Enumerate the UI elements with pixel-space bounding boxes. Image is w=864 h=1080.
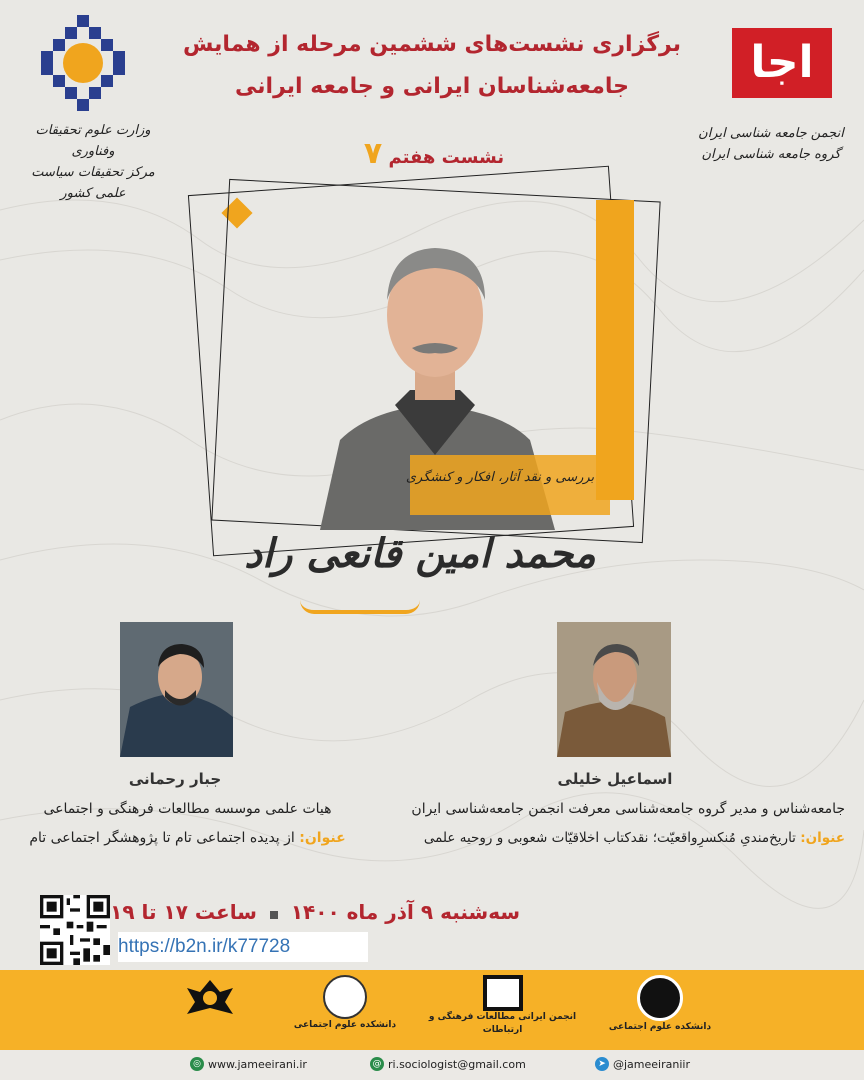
speaker-name-rahmani: جبار رحمانی [128, 770, 222, 788]
name-plate-bg [410, 455, 610, 515]
email-address[interactable]: ri.sociologist@gmail.com [388, 1057, 526, 1071]
feature-name: محمد امین قانعی راد [244, 530, 596, 577]
topic-text: تاریخ‌مندیِ مُنکسرِواقعیّت؛ نقدکتاب اخلاقیّات شعوبی و روحیه علمی [423, 830, 796, 846]
speaker-rahmani-portrait [120, 622, 233, 757]
speaker-role-rahmani: هیات علمی موسسه مطالعات فرهنگی و اجتماعی [43, 801, 332, 817]
group-line: گروه جامعه شناسی ایران [701, 147, 841, 162]
speaker-name-khalili: اسماعیل خلیلی [557, 770, 673, 788]
speaker-khalili-portrait [557, 622, 671, 757]
jahad-caption: دانشکده علوم اجتماعی [293, 1020, 397, 1030]
speaker-photo-rahmani [120, 622, 233, 757]
speaker-photo-khalili [557, 622, 671, 757]
telegram-handle[interactable]: @jameeiraniir [613, 1057, 690, 1071]
center-line: مرکز تحقیقات سیاست علمی کشور [31, 165, 155, 201]
session-label [300, 136, 564, 171]
separator-square-icon [270, 911, 278, 919]
event-link[interactable]: https://b2n.ir/k77728 [118, 936, 291, 957]
email-icon: @ [370, 1057, 384, 1071]
topic-text: از پدیده اجتماعی تام تا پژوهشگر اجتماعی تام [29, 830, 295, 846]
topic-label: عنوان: [800, 830, 845, 846]
website-contact[interactable] [190, 1057, 307, 1071]
event-time: ساعت ۱۷ تا ۱۹ [110, 900, 257, 924]
frame-logo-icon [483, 975, 523, 1011]
session-text: نشست هفتم [388, 147, 505, 168]
ministry-logo-caption [18, 120, 168, 204]
event-title-line1: برگزاری نشست‌های ششمین مرحله از همایش [183, 32, 681, 57]
research-center-logo-icon [185, 978, 235, 1018]
globe-icon: ◎ [190, 1057, 204, 1071]
speaker-topic-rahmani [20, 830, 355, 846]
website-url[interactable]: www.jameeirani.ir [208, 1057, 307, 1071]
university-seal-icon [637, 975, 683, 1021]
event-title-line2-visible: جامعه‌شناسان ایرانی و جامعه ایرانی [235, 74, 629, 99]
topic-label: عنوان: [299, 830, 346, 846]
telegram-contact[interactable] [595, 1057, 690, 1071]
aja-mark: اجا [750, 37, 814, 88]
footer-logo-university [595, 975, 725, 1034]
university-caption: دانشکده علوم اجتماعی [608, 1022, 712, 1032]
event-date: سه‌شنبه ۹ آذر ماه ۱۴۰۰ [290, 900, 520, 924]
ministry-line: وزارت علوم تحقیقات وفناوری [35, 123, 151, 159]
feature-subtitle: بررسی و نقد آثار، افکار و کنشگری [405, 470, 595, 485]
name-underline-swash [300, 600, 420, 614]
footer-logo-research-center [170, 978, 250, 1018]
footer-logo-cultural-association [420, 975, 585, 1037]
association-line: انجمن جامعه شناسی ایران [698, 126, 844, 141]
qr-code-icon[interactable] [40, 895, 110, 965]
speaker-topic-khalili [370, 830, 845, 846]
cultural-association-caption: انجمن ایرانی مطالعات فرهنگی و ارتباطات [428, 1012, 577, 1035]
speaker-role-khalili: جامعه‌شناس و مدیر گروه جامعه‌شناسی معرفت انجمن جامعه‌شناسی ایران [411, 801, 845, 817]
session-number: ۷ [363, 136, 383, 171]
association-logo-caption [696, 123, 846, 165]
telegram-icon: ➤ [595, 1057, 609, 1071]
event-datetime [110, 900, 520, 924]
email-contact[interactable] [370, 1057, 526, 1071]
footer-logo-jahad [280, 975, 410, 1032]
jahad-logo-icon [323, 975, 367, 1019]
